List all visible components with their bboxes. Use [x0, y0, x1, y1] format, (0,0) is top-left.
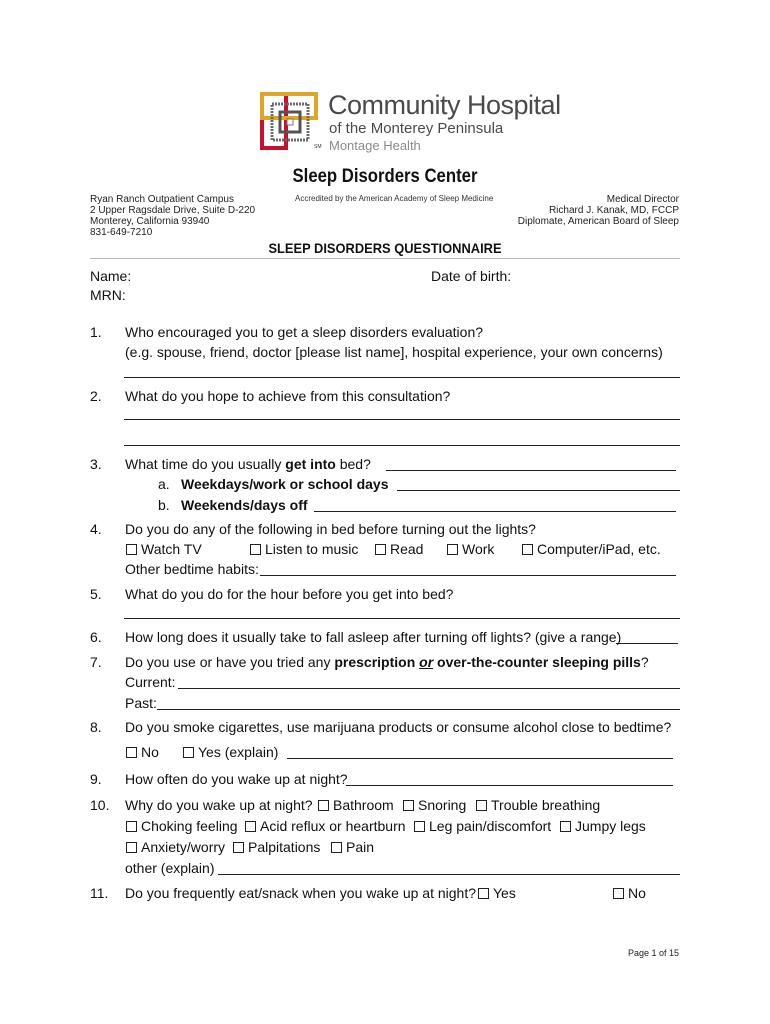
q8-number: 8.	[90, 719, 102, 735]
q4-option-watch-tv[interactable]	[126, 541, 202, 557]
q4-other-answer-line[interactable]	[260, 575, 676, 576]
checkbox-icon[interactable]	[414, 821, 425, 832]
q5-text: What do you do for the hour before you get into bed?	[125, 586, 454, 602]
checkbox-icon[interactable]	[522, 544, 533, 555]
q7-current-label: Current:	[125, 674, 176, 690]
q10-number: 10.	[90, 797, 110, 813]
q3b-label: Weekends/days off	[181, 497, 308, 513]
q10-option-acid-reflux[interactable]	[245, 818, 406, 834]
q10-option-palpitations[interactable]	[233, 839, 320, 855]
hospital-subtitle: of the Monterey Peninsula	[329, 120, 504, 137]
q10-option-label: Snoring	[418, 797, 467, 813]
q2-number: 2.	[90, 388, 102, 404]
q10-option-pain[interactable]	[331, 839, 374, 855]
checkbox-icon[interactable]	[126, 821, 137, 832]
q10-option-bathroom[interactable]	[318, 797, 394, 813]
q10-option-jumpy-legs[interactable]	[560, 818, 646, 834]
checkbox-icon[interactable]	[476, 800, 487, 811]
checkbox-icon[interactable]	[233, 842, 244, 853]
q6-answer-line[interactable]	[616, 643, 678, 644]
q7-current-answer-line[interactable]	[178, 688, 680, 689]
q7-bold-or: or	[419, 654, 434, 670]
director-info	[518, 194, 679, 227]
q4-option-label: Work	[462, 541, 495, 557]
page-number: Page 1 of 15	[627, 948, 679, 958]
form-title: SLEEP DISORDERS QUESTIONNAIRE	[268, 240, 502, 256]
q3a-label: Weekdays/work or school days	[181, 476, 389, 492]
q10-option-label: Jumpy legs	[575, 818, 646, 834]
q10-option-anxiety[interactable]	[126, 839, 225, 855]
checkbox-icon[interactable]	[183, 747, 194, 758]
checkbox-icon[interactable]	[126, 747, 137, 758]
q10-option-label: Pain	[346, 839, 375, 855]
checkbox-icon[interactable]	[126, 544, 137, 555]
address-phone: 831-649-7210	[90, 227, 153, 238]
checkbox-icon[interactable]	[560, 821, 571, 832]
address-line-2: 2 Upper Ragsdale Drive, Suite D-220	[90, 205, 256, 216]
q11-option-no[interactable]	[613, 885, 646, 901]
checkbox-icon[interactable]	[250, 544, 261, 555]
q11-option-yes[interactable]	[478, 885, 516, 901]
q4-option-computer[interactable]	[522, 541, 661, 557]
q3a-marker: a.	[158, 476, 170, 492]
checkbox-icon[interactable]	[318, 800, 329, 811]
q9-number: 9.	[90, 771, 102, 787]
q3a-answer-line[interactable]	[397, 490, 680, 491]
q1-answer-line[interactable]	[124, 377, 680, 378]
q8-option-no[interactable]	[126, 744, 159, 760]
q10-option-choking[interactable]	[126, 818, 238, 834]
checkbox-icon[interactable]	[126, 842, 137, 853]
q10-option-label: Palpitations	[248, 839, 321, 855]
checkbox-icon[interactable]	[375, 544, 386, 555]
q4-option-label: Computer/iPad, etc.	[537, 541, 661, 557]
dob-label: Date of birth:	[431, 268, 512, 284]
q7-text-b: ?	[640, 654, 649, 670]
address-line-3: Monterey, California 93940	[90, 216, 210, 227]
q11-no-label: No	[628, 885, 646, 901]
trademark-mark: SM	[314, 144, 322, 150]
q4-other-label: Other bedtime habits:	[125, 561, 259, 577]
q3-answer-line[interactable]	[386, 470, 676, 471]
q7-text	[125, 654, 649, 670]
checkbox-icon[interactable]	[245, 821, 256, 832]
q7-bold-1: prescription	[334, 654, 416, 670]
q3-text-bold: get into	[285, 456, 336, 472]
q11-text: Do you frequently eat/snack when you wake up at night?	[125, 885, 476, 901]
q7-bold-2: over-the-counter sleeping pills	[437, 654, 641, 670]
q3-text-b: bed?	[335, 456, 371, 472]
q10-option-leg-pain[interactable]	[414, 818, 551, 834]
q6-text: How long does it usually take to fall asleep after turning off lights? (give a range)	[125, 629, 622, 645]
q3-text-a: What time do you usually	[125, 456, 286, 472]
q8-option-yes[interactable]	[183, 744, 278, 760]
q6-number: 6.	[90, 629, 102, 645]
q7-past-label: Past:	[125, 695, 157, 711]
accreditation-note: Accredited by the American Academy of Sleep Medicine	[295, 194, 494, 203]
title-divider	[90, 258, 680, 259]
q10-option-snoring[interactable]	[403, 797, 466, 813]
q10-option-label: Acid reflux or heartburn	[260, 818, 406, 834]
q10-option-label: Trouble breathing	[491, 797, 601, 813]
q10-text: Why do you wake up at night?	[125, 797, 313, 813]
q10-other-answer-line[interactable]	[218, 874, 680, 875]
q3b-marker: b.	[158, 497, 170, 513]
hospital-logo-mark-icon	[260, 92, 320, 152]
hospital-logo	[260, 92, 320, 152]
q1-number: 1.	[90, 324, 102, 340]
q4-number: 4.	[90, 521, 102, 537]
q2-text: What do you hope to achieve from this consultation?	[125, 388, 451, 404]
checkbox-icon[interactable]	[403, 800, 414, 811]
director-name: Richard J. Kanak, MD, FCCP	[548, 205, 679, 216]
checkbox-icon[interactable]	[447, 544, 458, 555]
q10-option-label: Choking feeling	[141, 818, 238, 834]
q9-answer-line[interactable]	[346, 785, 673, 786]
director-certification: Diplomate, American Board of Sleep	[517, 216, 679, 227]
checkbox-icon[interactable]	[613, 888, 624, 899]
q2-answer-line-1[interactable]	[124, 419, 680, 420]
q4-option-label: Read	[390, 541, 424, 557]
checkbox-icon[interactable]	[478, 888, 489, 899]
q10-other-label: other (explain)	[125, 860, 215, 876]
q10-option-label: Anxiety/worry	[141, 839, 226, 855]
hospital-name: Community Hospital	[328, 90, 561, 120]
q4-option-read[interactable]	[375, 541, 423, 557]
q7-text-a: Do you use or have you tried any	[125, 654, 335, 670]
campus-address	[90, 194, 255, 238]
address-line-1: Ryan Ranch Outpatient Campus	[90, 194, 234, 205]
q9-text: How often do you wake up at night?	[125, 771, 348, 787]
q11-number: 11.	[90, 885, 109, 901]
q8-explain-line[interactable]	[287, 758, 673, 759]
q1-text: Who encouraged you to get a sleep disorders evaluation?	[125, 324, 484, 340]
q10-option-label: Leg pain/discomfort	[429, 818, 552, 834]
q3b-answer-line[interactable]	[314, 511, 676, 512]
q4-option-label: Watch TV	[141, 541, 202, 557]
q7-number: 7.	[90, 654, 102, 670]
q3-text	[125, 456, 371, 472]
q4-option-label: Listen to music	[265, 541, 359, 557]
center-title: Sleep Disorders Center	[292, 166, 478, 187]
q7-past-answer-line[interactable]	[157, 709, 680, 710]
q4-text: Do you do any of the following in bed before turning out the lights?	[125, 521, 536, 537]
q5-number: 5.	[90, 586, 102, 602]
name-label: Name:	[90, 268, 132, 284]
q5-answer-line[interactable]	[124, 618, 680, 619]
q10-option-label: Bathroom	[333, 797, 394, 813]
mrn-label: MRN:	[90, 287, 126, 303]
q10-option-trouble-breathing[interactable]	[476, 797, 600, 813]
q2-answer-line-2[interactable]	[124, 445, 680, 446]
q3-number: 3.	[90, 456, 102, 472]
checkbox-icon[interactable]	[331, 842, 342, 853]
q8-text: Do you smoke cigarettes, use marijuana products or consume alcohol close to bedtime?	[125, 719, 672, 735]
q4-option-work[interactable]	[447, 541, 494, 557]
director-title: Medical Director	[606, 194, 679, 205]
hospital-brand: Montage Health	[329, 138, 421, 153]
q8-no-label: No	[141, 744, 159, 760]
q4-option-listen-music[interactable]	[250, 541, 358, 557]
q8-yes-label: Yes (explain)	[198, 744, 279, 760]
q11-yes-label: Yes	[493, 885, 516, 901]
q1-subtext: (e.g. spouse, friend, doctor [please list name], hospital experience, your own concerns)	[125, 344, 663, 360]
